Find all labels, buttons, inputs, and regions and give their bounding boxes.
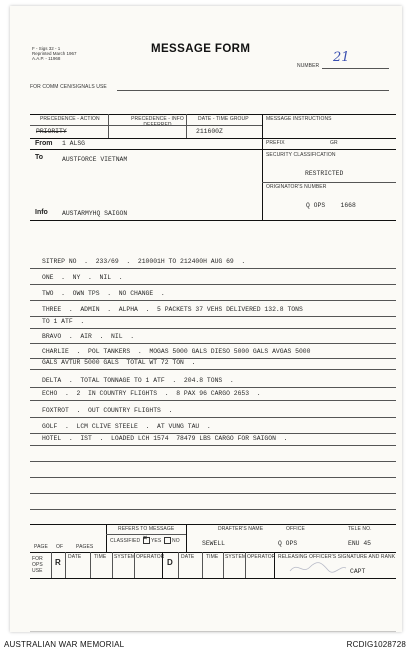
comm-cen-label: FOR COMM CEN/SIGNALS USE <box>30 84 107 90</box>
message-line: DELTA . TOTAL TONNAGE TO 1 ATF . 204.8 TONS . <box>42 377 234 384</box>
drafter-label: DRAFTER'S NAME <box>218 526 264 532</box>
yes-label: YES <box>151 538 162 544</box>
footer-divider-1 <box>106 524 107 552</box>
form-title: MESSAGE FORM <box>151 43 251 55</box>
number-value: 21 <box>333 50 350 65</box>
security-rule <box>262 182 396 183</box>
number-label: NUMBER <box>297 63 320 69</box>
message-rule <box>30 433 396 434</box>
archive-credit: AUSTRALIAN WAR MEMORIAL <box>4 640 125 649</box>
refers-label: REFERS TO MESSAGE <box>118 526 175 532</box>
message-line: THREE . ADMIN . ALPHA . 5 PACKETS 37 VEHS DELIVERED 132.8 TONS <box>42 306 303 313</box>
message-line: BRAVO . AIR . NIL . <box>42 333 135 340</box>
security-value: RESTRICTED <box>305 170 344 177</box>
classified-label: CLASSIFIED <box>110 538 141 544</box>
gr-label: GR <box>330 140 338 146</box>
drafter-value: SEWELL <box>202 540 226 547</box>
sheet-bottom-edge <box>30 631 396 632</box>
prefix-label: PREFIX <box>266 140 285 146</box>
message-line: FOXTROT . OUT COUNTRY FLIGHTS . <box>42 407 173 414</box>
ops-divider <box>162 552 163 578</box>
ops-divider <box>245 552 246 578</box>
message-rule <box>30 316 396 317</box>
message-line: GALS AVTUR 5000 GALS TOTAL WT 72 TON . <box>42 359 196 366</box>
message-line: TWO . OWN TPS . NO CHANGE . <box>42 290 165 297</box>
message-rule <box>30 387 396 388</box>
security-label: SECURITY CLASSIFICATION <box>266 152 336 158</box>
r-label: R <box>55 558 61 567</box>
number-underline <box>322 68 389 69</box>
d-label: D <box>167 558 173 567</box>
r-time-label: TIME <box>94 554 107 560</box>
message-instructions-label: MESSAGE INSTRUCTIONS <box>266 116 332 122</box>
message-rule <box>30 417 396 418</box>
message-line: TO 1 ATF . <box>42 318 85 325</box>
comm-cen-line <box>117 90 389 91</box>
form-ref-line1: F - Sigs 32 - 1 <box>32 46 61 51</box>
originator-label: ORIGINATOR'S NUMBER <box>266 184 327 190</box>
message-form-sheet <box>10 6 402 632</box>
to-rule <box>30 149 396 150</box>
message-rule <box>30 328 396 329</box>
ops-divider <box>65 552 66 578</box>
originator-value: Q OPS 1668 <box>306 202 356 209</box>
for-ops-label: FOR OPS USE <box>32 556 43 574</box>
page-label: PAGE <box>34 544 48 550</box>
ops-top-rule <box>30 552 396 553</box>
dtg-value: 211600Z <box>196 128 223 135</box>
message-line: ECHO . 2 IN COUNTRY FLIGHTS . 8 PAX 96 CARGO 2653 . <box>42 390 261 397</box>
message-line: GOLF . LCM CLIVE STEELE . AT VUNG TAU . <box>42 423 211 430</box>
ops-divider <box>134 552 135 578</box>
ops-bottom-rule <box>30 578 396 579</box>
info-value: AUSTARMYHQ SAIGON <box>62 210 128 217</box>
dtg-label: DATE - TIME GROUP <box>198 116 249 122</box>
from-value: 1 ALSG <box>62 140 86 147</box>
message-rule <box>30 300 396 301</box>
r-system-label: SYSTEM <box>114 554 136 560</box>
office-label: OFFICE <box>286 526 305 532</box>
header-top-rule <box>30 114 396 115</box>
to-value: AUSTFORCE VIETNAM <box>62 156 128 163</box>
message-rule <box>30 493 396 494</box>
r-operator-label: OPERATOR <box>136 554 165 560</box>
message-line: SITREP NO . 233/69 . 210001H TO 212400H AUG 69 . <box>42 258 246 265</box>
form-ref-line3: A.A.P. - 11968 <box>32 56 61 61</box>
d-date-label: DATE <box>181 554 195 560</box>
form-ref-line2: Reprinted March 1967 <box>32 51 77 56</box>
from-rule <box>30 138 396 139</box>
form-reference <box>32 46 77 61</box>
header-subrule <box>30 125 262 126</box>
message-rule <box>30 343 396 344</box>
header-divider-1 <box>108 114 109 138</box>
of-label: OF <box>56 544 64 550</box>
ops-divider <box>51 552 52 578</box>
d-operator-label: OPERATOR <box>247 554 276 560</box>
to-label: To <box>35 154 44 161</box>
r-date-label: DATE <box>68 554 82 560</box>
classified-no-checkbox[interactable] <box>164 537 171 544</box>
message-line: CHARLIE . POL TANKERS . MOGAS 5000 GALS DIESO 5000 GALS AVGAS 5000 <box>42 348 311 355</box>
priority-value: PRIORITY <box>36 128 67 135</box>
ops-divider <box>274 552 275 578</box>
message-rule <box>30 461 396 462</box>
message-rule <box>30 477 396 478</box>
precedence-info-label: PRECEDENCE - INFO DEFERRED <box>131 116 184 128</box>
no-label: NO <box>172 538 180 544</box>
info-rule <box>30 220 396 221</box>
info-label: Info <box>35 209 48 216</box>
check-mark-icon: × <box>143 535 148 542</box>
tele-label: TELE NO. <box>348 526 372 532</box>
rank-value: CAPT <box>350 568 366 575</box>
message-rule <box>30 284 396 285</box>
footer-divider-2 <box>186 524 187 552</box>
message-rule <box>30 445 396 446</box>
message-rule <box>30 509 396 510</box>
ops-divider <box>90 552 91 578</box>
office-value: Q OPS <box>278 540 298 547</box>
archive-id: RCDIG1028728 <box>346 640 406 649</box>
header-divider-2 <box>186 114 187 138</box>
ops-divider <box>202 552 203 578</box>
footer-top-rule <box>30 524 396 525</box>
ops-divider <box>223 552 224 578</box>
ops-divider <box>178 552 179 578</box>
signature-scribble-icon <box>288 559 348 577</box>
d-time-label: TIME <box>206 554 219 560</box>
message-rule <box>30 268 396 269</box>
message-rule <box>30 400 396 401</box>
header-divider-main <box>262 114 263 220</box>
tele-value: ENU 45 <box>348 540 372 547</box>
releasing-label: RELEASING OFFICER'S SIGNATURE AND RANK <box>278 554 396 560</box>
d-system-label: SYSTEM <box>225 554 247 560</box>
message-line: ONE . NY . NIL . <box>42 274 123 281</box>
ops-divider <box>112 552 113 578</box>
from-label: From <box>35 140 53 147</box>
pages-label: PAGES <box>76 544 94 550</box>
message-rule <box>30 369 396 370</box>
message-line: HOTEL . IST . LOADED LCH 1574 78479 LBS CARGO FOR SAIGON . <box>42 435 288 442</box>
precedence-action-label: PRECEDENCE - ACTION <box>40 116 100 122</box>
